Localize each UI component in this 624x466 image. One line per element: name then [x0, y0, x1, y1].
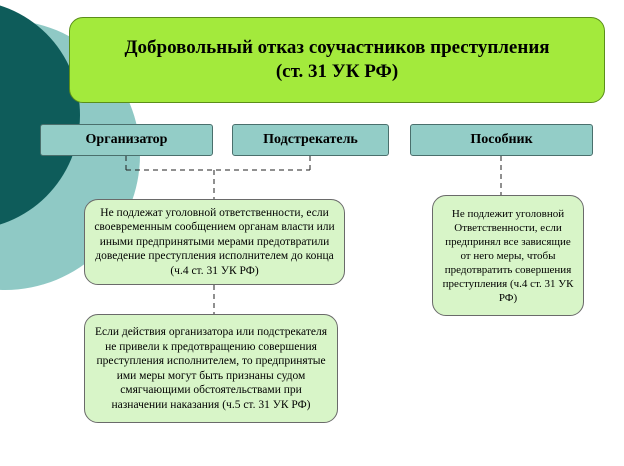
role-organizer: Организатор	[40, 124, 213, 156]
role-accomplice: Пособник	[410, 124, 593, 156]
note-mitigating: Если действия организатора или подстрекателя не привели к предотвращению совершения преступления исполнителем, то предпринятые ими меры могут быть признаны судом смягчающими обстоятельствами при назначении наказания (ч.5 ст. 31 УК РФ)	[84, 314, 338, 423]
note-accomplice: Не подлежит уголовной Ответственности, если предпринял все зависящие от него меры, чтобы предотвратить совершения преступления (ч.4 ст. 31 УК РФ)	[432, 195, 584, 316]
title-line-2: (ст. 31 УК РФ)	[275, 61, 399, 82]
note-organizer-instigator: Не подлежат уголовной ответственности, если своевременным сообщением органам власти или иными предпринятыми мерами предотвратили доведение преступления исполнителем до конца (ч.4 ст. 31 УК РФ)	[84, 199, 345, 285]
diagram-title	[69, 17, 605, 103]
title-line-1: Добровольный отказ соучастников преступления	[124, 37, 550, 58]
role-instigator: Подстрекатель	[232, 124, 389, 156]
